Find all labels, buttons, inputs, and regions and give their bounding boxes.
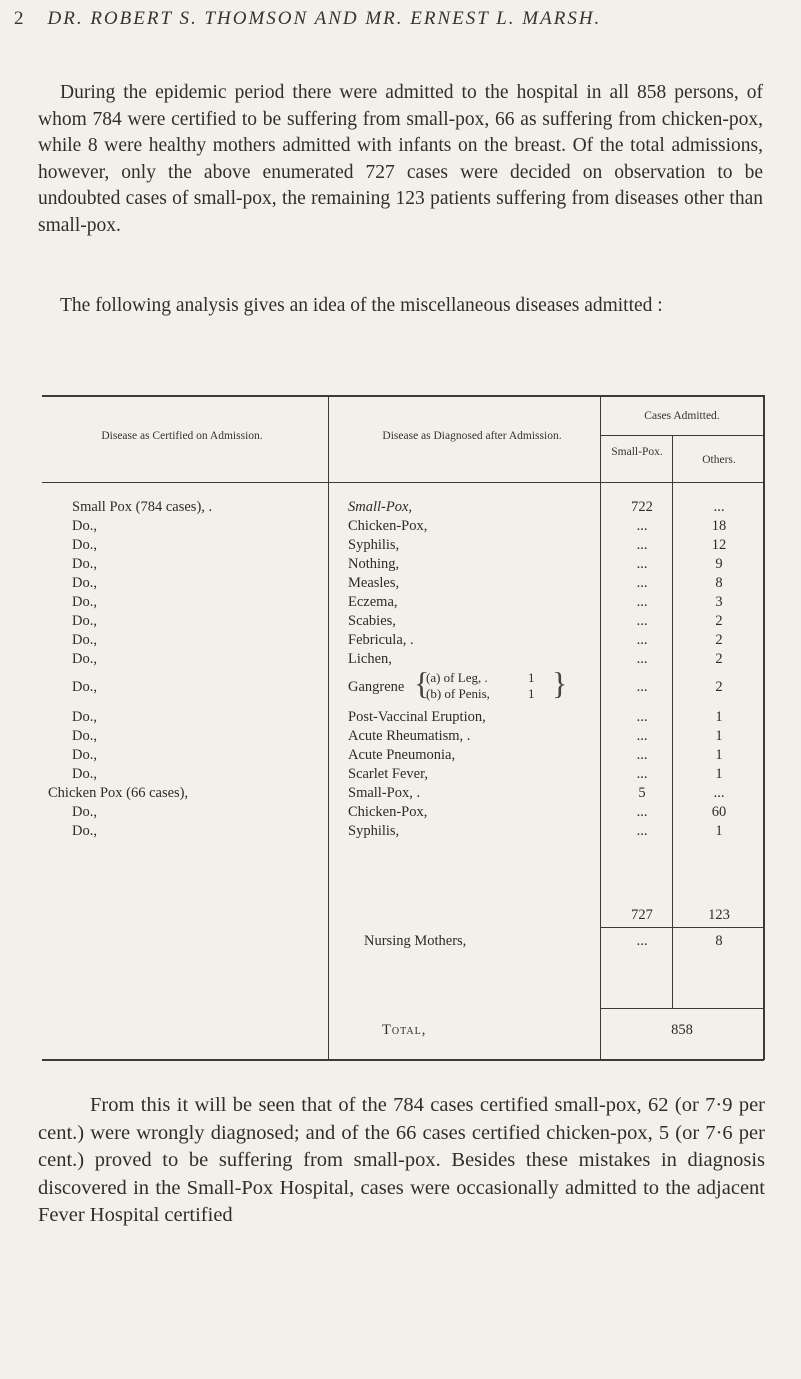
total-rule — [600, 1008, 764, 1009]
gangrene-sub-a: (a) of Leg, . — [426, 670, 488, 685]
small-pox-cell: ... — [636, 823, 648, 839]
certified-cell: Do., — [72, 823, 97, 839]
small-pox-cell: ... — [636, 651, 648, 667]
diagnosed-cell: Measles, — [348, 575, 400, 591]
others-cell: 1 — [715, 823, 723, 839]
certified-cell: Do., — [72, 518, 97, 534]
diagnosed-cell: Febricula, . — [348, 632, 414, 648]
small-pox-cell: ... — [636, 709, 648, 725]
diagnosed-cell: Chicken-Pox, — [348, 804, 428, 820]
certified-cell: Do., — [72, 709, 97, 725]
running-head — [14, 8, 601, 30]
certified-cell: Do., — [72, 651, 97, 667]
gangrene-sub-b-count: 1 — [528, 686, 535, 701]
small-pox-cell: ... — [636, 518, 648, 534]
certified-cell: Do., — [72, 556, 97, 572]
total-label: Total, — [382, 1022, 427, 1038]
small-pox-cell: ... — [636, 537, 648, 553]
diagnosed-cell: Eczema, — [348, 594, 398, 610]
diagnosed-cell: Lichen, — [348, 651, 392, 667]
diagnosed-cell: Syphilis, — [348, 537, 400, 553]
certified-cell: Do., — [72, 728, 97, 744]
running-head-title: DR. ROBERT S. THOMSON AND MR. ERNEST L. MARSH. — [47, 8, 602, 29]
table-bottom-rule — [42, 1059, 764, 1061]
diagnosed-cell: Chicken-Pox, — [348, 518, 428, 534]
paragraph-admissions: During the epidemic period there were admitted to the hospital in all 858 persons, of whom 784 were certified to be suffering from small-pox, 66 as suffering from chicken-pox, while 8 were healthy mothers admitted with infants on the breast. Of the total admissions, however, only the above enumerated 727 cases were decided on observation to be undoubted cases of small-pox, the remaining 123 patients suffering from diseases other than small-pox. — [38, 82, 763, 236]
certified-cell: Do., — [72, 804, 97, 820]
certified-cell: Chicken Pox (66 cases), — [48, 785, 189, 801]
diagnosed-cell: Syphilis, — [348, 823, 400, 839]
small-pox-cell: ... — [636, 747, 648, 763]
diagnosed-cell: Nothing, — [348, 556, 400, 572]
others-cell: 1 — [715, 709, 723, 725]
page-number: 2 — [14, 8, 26, 29]
nursing-mothers-others: 8 — [715, 933, 723, 949]
others-cell: 1 — [715, 747, 723, 763]
subtotal-others: 123 — [708, 907, 730, 923]
others-cell: 2 — [715, 632, 723, 648]
brace-right: } — [552, 665, 568, 701]
small-pox-cell: 722 — [631, 499, 653, 515]
others-cell: ... — [713, 785, 725, 801]
others-cell: 2 — [715, 651, 723, 667]
subtotal-small-pox: 727 — [631, 907, 653, 923]
paragraph-analysis-intro: The following analysis gives an idea of the miscellaneous diseases admitted : — [60, 295, 663, 316]
col-divider-2 — [600, 395, 601, 1060]
header-cases-admitted: Cases Admitted. — [644, 410, 720, 422]
diagnosed-cell: Acute Rheumatism, . — [348, 728, 471, 744]
diagnosed-cell: Small-Pox, . — [348, 785, 421, 801]
others-cell: ... — [713, 499, 725, 515]
certified-cell: Do., — [72, 747, 97, 763]
certified-cell: Small Pox (784 cases), . — [72, 499, 213, 515]
paragraph-diagnosis-errors: From this it will be seen that of the 784 cases certified small-pox, 62 (or 7·9 per cent.) were wrongly diagnosed; and of the 66 cases certified chicken-pox, 5 (or 7·6 per cent.) proved to be suffering from small-pox. Besides these mistakes in diagnosis discovered in the Small-Pox Hospital, cases were occasionally admitted to the adjacent Fever Hospital certified — [38, 1094, 765, 1226]
small-pox-cell: ... — [636, 594, 648, 610]
certified-cell: Do., — [72, 613, 97, 629]
others-cell: 2 — [715, 613, 723, 629]
header-others: Others. — [702, 454, 736, 466]
diagnosed-cell: Scabies, — [348, 613, 396, 629]
others-cell: 9 — [715, 556, 723, 572]
header-bottom-rule — [42, 482, 764, 483]
nursing-mothers-small-pox: ... — [636, 933, 648, 949]
small-pox-cell: ... — [636, 766, 648, 782]
certified-cell: Do., — [72, 632, 97, 648]
others-cell: 12 — [711, 537, 727, 553]
others-cell: 1 — [715, 766, 723, 782]
diagnosed-cell: Post-Vaccinal Eruption, — [348, 709, 486, 725]
diagnosed-cell: Scarlet Fever, — [348, 766, 428, 782]
table-right-rule — [763, 395, 765, 1060]
certified-cell: Do., — [72, 766, 97, 782]
certified-cell: Do., — [72, 594, 97, 610]
header-diagnosed: Disease as Diagnosed after Admission. — [382, 430, 562, 442]
diagnosed-cell: Gangrene — [348, 679, 405, 695]
table-top-rule — [42, 395, 764, 397]
others-cell: 2 — [715, 679, 723, 695]
small-pox-cell: 5 — [638, 785, 646, 801]
certified-cell: Do., — [72, 537, 97, 553]
others-cell: 8 — [715, 575, 723, 591]
header-certified: Disease as Certified on Admission. — [101, 430, 263, 442]
gangrene-sub-a-count: 1 — [528, 670, 535, 685]
others-cell: 60 — [711, 804, 727, 820]
total-value: 858 — [671, 1022, 693, 1038]
gangrene-sub-b: (b) of Penis, — [426, 686, 490, 701]
small-pox-cell: ... — [636, 632, 648, 648]
col-divider-3 — [672, 435, 673, 1008]
col-divider-1 — [328, 395, 329, 1060]
diagnosed-cell: Small-Pox, — [348, 499, 413, 515]
subtotal-rule — [600, 927, 764, 928]
header-small-pox: Small-Pox. — [611, 446, 663, 458]
small-pox-cell: ... — [636, 575, 648, 591]
others-cell: 1 — [715, 728, 723, 744]
nursing-mothers-label: Nursing Mothers, — [364, 933, 467, 949]
brace-left: { — [414, 665, 430, 701]
certified-cell: Do., — [72, 575, 97, 591]
others-cell: 3 — [715, 594, 723, 610]
small-pox-cell: ... — [636, 613, 648, 629]
others-cell: 18 — [711, 518, 727, 534]
small-pox-cell: ... — [636, 728, 648, 744]
cases-subheader-rule — [600, 435, 764, 436]
small-pox-cell: ... — [636, 804, 648, 820]
diagnosed-cell: Acute Pneumonia, — [348, 747, 456, 763]
small-pox-cell: ... — [636, 556, 648, 572]
certified-cell: Do., — [72, 679, 97, 695]
small-pox-cell: ... — [636, 679, 648, 695]
diagnosis-table — [42, 395, 764, 1060]
